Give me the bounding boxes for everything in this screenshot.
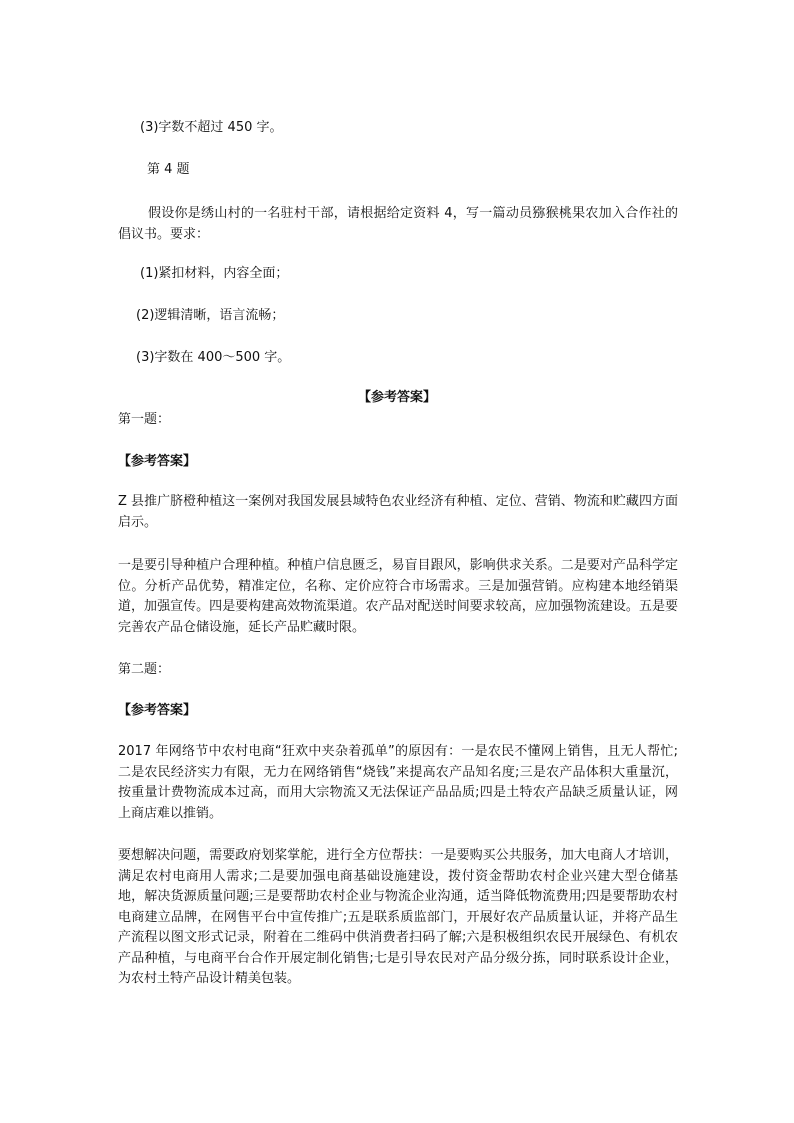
- q2-answer-paragraph-2: 要想解决问题，需要政府划桨掌舵，进行全方位帮扶：一是要购买公共服务，加大电商人才培训，满足农村电商用人需求;二是要加强电商基础设施建设，拨付资金帮助农村企业兴建大型仓储基地，解决货源质量问题;三是要帮助农村企业与物流企业沟通，适当降低物流费用;四是要帮助农村电商建立品牌，在网售平台中宣传推广;五是联系质监部门，开展好农产品质量认证，并将产品生产流程以图文形式记录，附着在二维码中供消费者扫码了解;六是积极组织农民开展绿色、有机农产品种植，与电商平台合作开展定制化销售;七是引导农民对产品分级分拣，同时联系设计企业，为农村土特产品设计精美包装。: [118, 848, 678, 986]
- q1-answer-paragraph-1: Z 县推广脐橙种植这一案例对我国发展县域特色农业经济有种植、定位、营销、物流和贮藏四方面启示。: [118, 494, 678, 530]
- q4-requirement-2: (2)逻辑清晰，语言流畅；: [136, 308, 285, 323]
- q3-requirement-3: (3)字数不超过 450 字。: [140, 120, 283, 135]
- answers-heading: 【参考答案】: [357, 390, 436, 405]
- q4-title: 第 4 题: [147, 162, 190, 177]
- q1-answer-paragraph-2: 一是要引导种植户合理种植。种植户信息匮乏，易盲目跟风，影响供求关系。二是要对产品科学定位。分析产品优势，精准定位，名称、定价应符合市场需求。三是加强营销。应构建本地经销渠道，加强宣传。四是要构建高效物流渠道。农产品对配送时间要求较高，应加强物流建设。五是要完善农产品仓储设施，延长产品贮藏时限。: [118, 558, 678, 635]
- q4-requirement-1: (1)紧扣材料，内容全面；: [140, 266, 289, 281]
- q4-prompt: 假设你是绣山村的一名驻村干部，请根据给定资料 4，写一篇动员猕猴桃果农加入合作社的倡议书。要求：: [118, 206, 678, 242]
- q1-answer-label: 【参考答案】: [118, 454, 197, 469]
- q2-answer-paragraph-1: 2017 年网络节中农村电商“狂欢中夹杂着孤单”的原因有：一是农民不懂网上销售，且无人帮忙;二是农民经济实力有限，无力在网络销售“烧钱”来提高农产品知名度;三是农产品体积大重量沉，按重量计费物流成本过高，而用大宗物流又无法保证产品品质;四是土特农产品缺乏质量认证，网上商店难以推销。: [118, 744, 678, 821]
- q1-answer-title: 第一题：: [118, 412, 171, 427]
- q4-requirement-3: (3)字数在 400～500 字。: [136, 350, 291, 365]
- q2-answer-label: 【参考答案】: [118, 703, 197, 718]
- q2-answer-title: 第二题：: [118, 662, 171, 677]
